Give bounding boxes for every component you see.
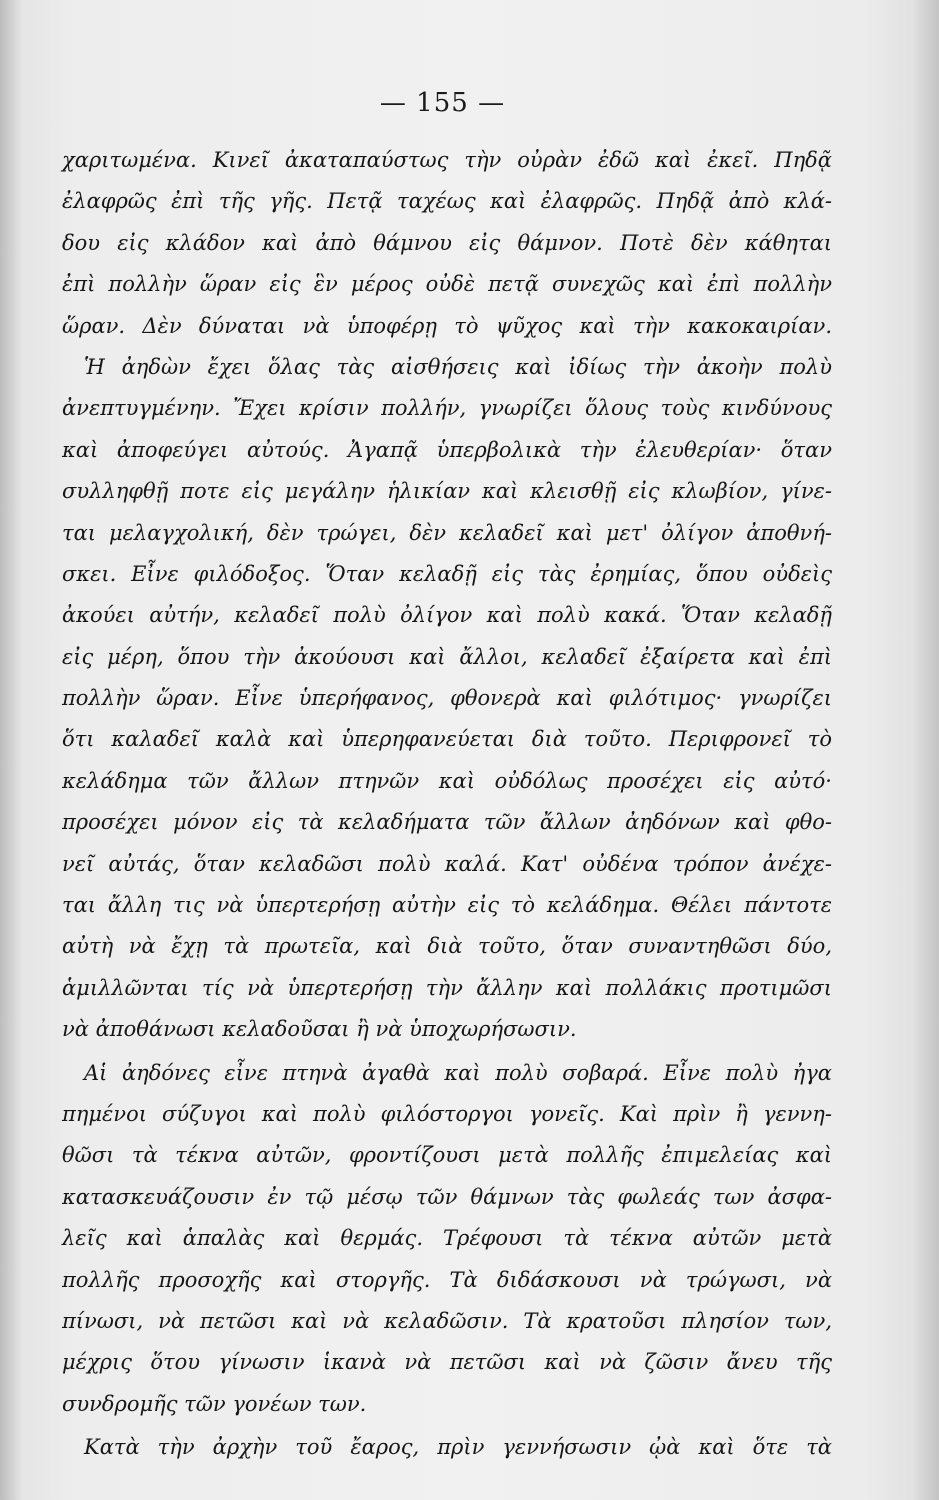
text-line: προσέχει μόνον εἰς τὰ κελαδήματα τῶν ἄλλων ἀηδόνων καὶ φθο- <box>62 810 832 835</box>
page-edge-shadow-left <box>0 0 22 1500</box>
text-line: ἀκούει αὐτήν, κελαδεῖ πολὺ ὀλίγον καὶ πολὺ κακά. Ὅταν κελαδῇ <box>62 603 832 628</box>
text-line: συλληφθῇ ποτε εἰς μεγάλην ἡλικίαν καὶ κλεισθῇ εἰς κλωβίον, γίνε- <box>62 479 832 504</box>
text-line: πίνωσι, νὰ πετῶσι καὶ νὰ κελαδῶσιν. Τὰ κρατοῦσι πλησίον των, <box>62 1308 832 1333</box>
text-line: εἰς μέρη, ὅπου τὴν ἀκούουσι καὶ ἄλλοι, κελαδεῖ ἐξαίρετα καὶ ἐπὶ <box>62 644 832 669</box>
text-line: πολλὴν ὥραν. Εἶνε ὑπερήφανος, φθονερὰ καὶ φιλότιμος· γνωρίζει <box>62 686 832 711</box>
text-line: νεῖ αὐτάς, ὅταν κελαδῶσι πολὺ καλά. Κατ' οὐδένα τρόπον ἀνέχε- <box>62 851 832 876</box>
text-line: σκει. Εἶνε φιλόδοξος. Ὅταν κελαδῇ εἰς τὰς ἐρημίας, ὅπου οὐδεὶς <box>62 561 832 586</box>
page-edge-shadow-right <box>913 0 939 1500</box>
text-line: ἁμιλλῶνται τίς νὰ ὑπερτερήσῃ τὴν ἄλλην καὶ πολλάκις προτιμῶσι <box>62 975 832 1000</box>
text-line: χαριτωμένα. Κινεῖ ἀκαταπαύστως τὴν οὐρὰν ἐδῶ καὶ ἐκεῖ. Πηδᾷ <box>62 148 832 172</box>
text-line: ἐλαφρῶς ἐπὶ τῆς γῆς. Πετᾷ ταχέως καὶ ἐλαφρῶς. Πηδᾷ ἀπὸ κλά- <box>62 189 832 214</box>
text-line: ἀνεπτυγμένην. Ἔχει κρίσιν πολλήν, γνωρίζει ὅλους τοὺς κινδύνους <box>62 396 832 421</box>
text-line: λεῖς καὶ ἁπαλὰς καὶ θερμάς. Τρέφουσι τὰ τέκνα αὐτῶν μετὰ <box>62 1226 832 1251</box>
text-line: ται ἄλλη τις νὰ ὑπερτερήσῃ αὐτὴν εἰς τὸ κελάδημα. Θέλει πάντοτε <box>62 893 832 918</box>
text-line: Κατὰ τὴν ἀρχὴν τοῦ ἔαρος, πρὶν γεννήσωσιν ᾠὰ καὶ ὅτε τὰ <box>84 1435 832 1460</box>
text-line: δου εἰς κλάδον καὶ ἀπὸ θάμνου εἰς θάμνον. Ποτὲ δὲν κάθηται <box>62 230 832 255</box>
text-line: κατασκευάζουσιν ἐν τῷ μέσῳ τῶν θάμνων τὰς φωλεάς των ἀσφα- <box>62 1184 832 1209</box>
page-number: — 155 — <box>379 88 506 118</box>
text-line: ται μελαγχολική, δὲν τρώγει, δὲν κελαδεῖ καὶ μετ' ὀλίγον ἀποθνή- <box>62 520 832 545</box>
page-body-text <box>62 140 832 1469</box>
text-line: νὰ ἀποθάνωσι κελαδοῦσαι ἢ νὰ ὑποχωρήσωσιν. <box>62 1017 577 1042</box>
text-line: μέχρις ὅτου γίνωσιν ἱκανὰ νὰ πετῶσι καὶ νὰ ζῶσιν ἄνευ τῆς <box>62 1350 832 1375</box>
text-line: καὶ ἀποφεύγει αὐτούς. Ἀγαπᾷ ὑπερβολικὰ τὴν ἐλευθερίαν· ὅταν <box>62 437 832 462</box>
text-line: ὥραν. Δὲν δύναται νὰ ὑποφέρῃ τὸ ψῦχος καὶ τὴν κακοκαιρίαν. <box>62 313 832 338</box>
text-line: πημένοι σύζυγοι καὶ πολὺ φιλόστοργοι γονεῖς. Καὶ πρὶν ἢ γεννη- <box>62 1101 832 1126</box>
text-line: Ἡ ἀηδὼν ἔχει ὅλας τὰς αἰσθήσεις καὶ ἰδίως τὴν ἀκοὴν πολὺ <box>84 354 832 379</box>
text-line: ἐπὶ πολλὴν ὥραν εἰς ἓν μέρος οὐδὲ πετᾷ συνεχῶς καὶ ἐπὶ πολλὴν <box>62 272 832 297</box>
text-line: Αἱ ἀηδόνες εἶνε πτηνὰ ἀγαθὰ καὶ πολὺ σοβαρά. Εἶνε πολὺ ἠγα <box>84 1060 832 1085</box>
text-line: συνδρομῆς τῶν γονέων των. <box>62 1391 367 1416</box>
text-line: πολλῆς προσοχῆς καὶ στοργῆς. Τὰ διδάσκουσι νὰ τρώγωσι, νὰ <box>62 1267 832 1292</box>
text-line: θῶσι τὰ τέκνα αὐτῶν, φροντίζουσι μετὰ πολλῆς ἐπιμελείας καὶ <box>62 1143 832 1168</box>
text-line: αὐτὴ νὰ ἔχῃ τὰ πρωτεῖα, καὶ διὰ τοῦτο, ὅταν συναντηθῶσι δύο, <box>62 934 832 959</box>
text-line: κελάδημα τῶν ἄλλων πτηνῶν καὶ οὐδόλως προσέχει εἰς αὐτό· <box>62 768 832 793</box>
text-line: ὅτι καλαδεῖ καλὰ καὶ ὑπερηφανεύεται διὰ τοῦτο. Περιφρονεῖ τὸ <box>62 727 832 752</box>
